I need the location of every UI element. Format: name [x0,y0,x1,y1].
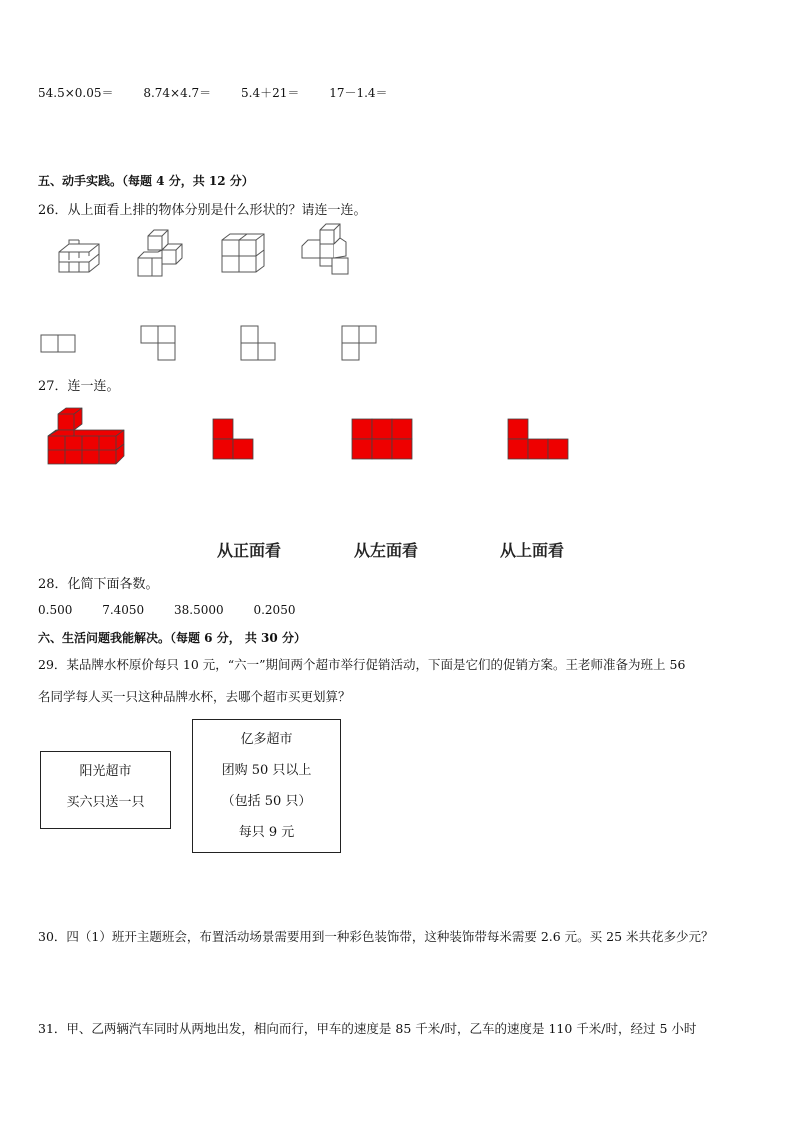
section6-title: 六、生活问题我能解决。（每题 6 分， 共 30 分） [38,631,306,645]
q28-number: 0.2050 [253,603,296,617]
q27-view-c [507,418,569,460]
calc-item: 8.74×4.7＝ [143,86,212,100]
q31-text: 31．甲、乙两辆汽车同时从两地出发，相向而行，甲车的速度是 85 千米/时，乙车的速度是 110 千米/时，经过 5 小时 [38,1021,697,1036]
store-b-line1: 团购 50 只以上 [221,763,312,778]
q26-solid-2 [135,228,190,280]
q26-view-4 [341,325,377,361]
q28-numbers [38,603,295,617]
store-b-name: 亿多超市 [240,732,293,747]
q28-number: 38.5000 [174,603,224,617]
calc-item: 17－1.4＝ [329,86,388,100]
q30-text: 30．四（1）班开主题班会，布置活动场景需要用到一种彩色装饰带，这种装饰带每米需要 2.6 元。买 25 米共花多少元？ [38,929,714,944]
q28-number: 0.500 [38,603,73,617]
q26-solid-3 [218,230,268,276]
q26-view-2 [140,325,176,361]
q26-solid-1 [55,238,105,278]
store-a-name: 阳光超市 [79,764,132,779]
q29-line1: 29．某品牌水杯原价每只 10 元，“六一”期间两个超市举行促销活动，下面是它们的促销方案。王老师准备为班上 56 [38,657,686,672]
q29-line2: 名同学每人买一只这种品牌水杯，去哪个超市买更划算？ [38,689,351,704]
q27-text: 27．连一连。 [38,379,120,394]
view-label-top: 从上面看 [500,541,565,560]
store-a-offer: 买六只送一只 [66,795,145,810]
q27-view-b [351,418,413,460]
q26-solid-4 [298,222,356,278]
store-b-line2: （包括 50 只） [221,794,312,809]
calc-item: 5.4＋21＝ [241,86,300,100]
store-a-box [40,751,171,829]
calc-item: 54.5×0.05＝ [38,86,114,100]
q28-text: 28．化简下面各数。 [38,577,159,592]
q26-view-3 [240,325,276,361]
calc-row [38,84,414,101]
q26-text: 26．从上面看上排的物体分别是什么形状的？请连一连。 [38,203,367,218]
q28-number: 7.4050 [102,603,145,617]
q26-view-1 [40,334,76,354]
view-label-left: 从左面看 [354,541,419,560]
q27-red-solid [44,406,126,468]
store-b-line3: 每只 9 元 [238,825,295,840]
store-b-box [192,719,341,853]
section5-title: 五、动手实践。（每题 4 分，共 12 分） [38,174,254,188]
q27-view-a [212,418,254,460]
view-label-front: 从正面看 [217,541,282,560]
